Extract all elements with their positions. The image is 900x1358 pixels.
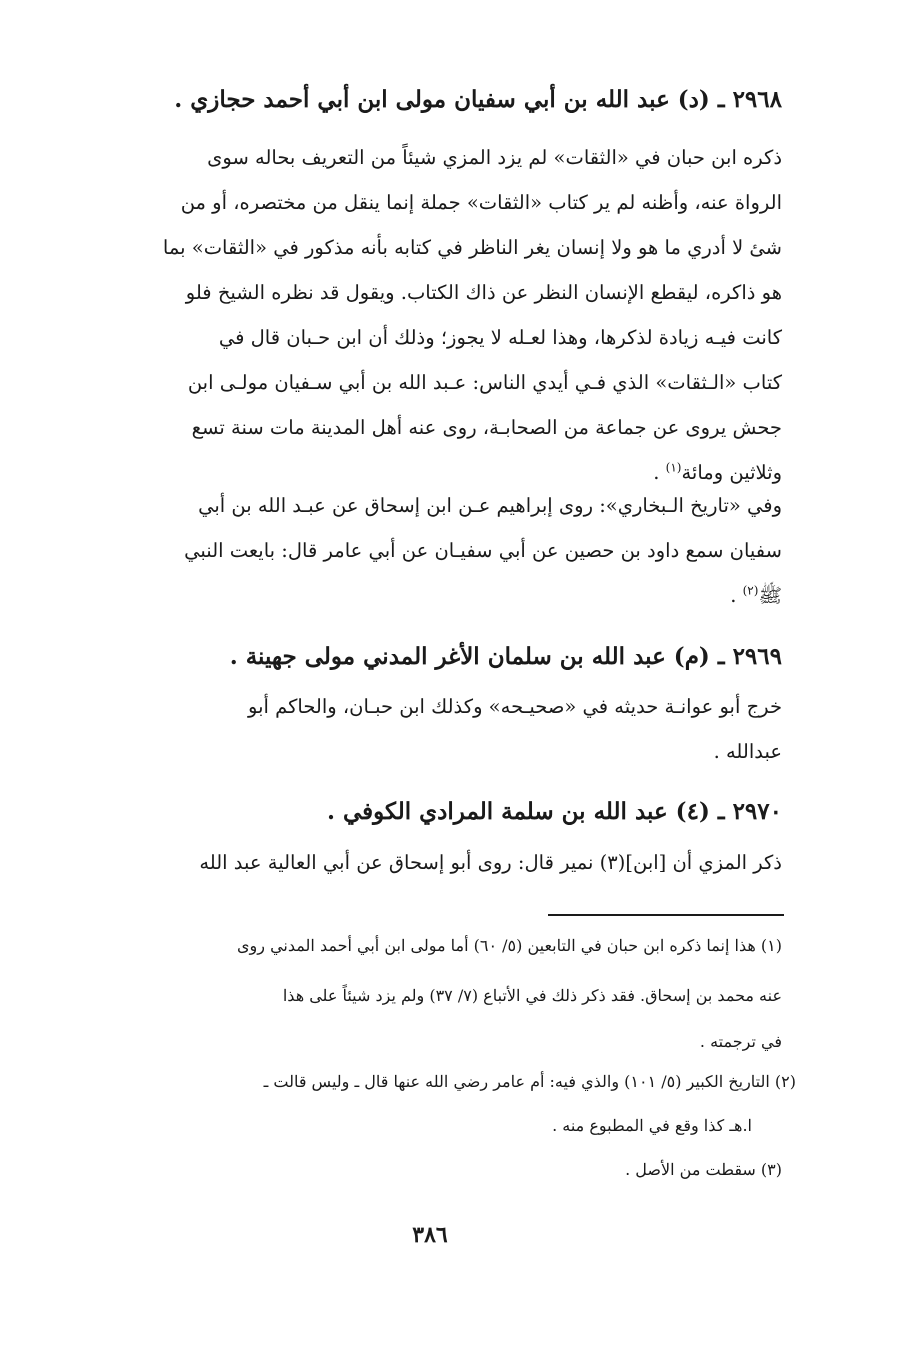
text-line (86, 573, 782, 618)
text-line: عبدالله . (713, 740, 782, 763)
text-line: خرج أبو عوانـة حديثه في «صحيـحه» وكذلك ابن حبـان، والحاكم أبو (248, 695, 782, 718)
text-line: هو ذاكره، ليقطع الإنسان النظر عن ذاك الكتاب. ويقول قد نظره الشيخ فلو (185, 281, 782, 304)
text-line: شئ لا أدري ما هو ولا إنسان يغر الناظر في كتابه بأنه مذكور في «الثقات» بما (162, 236, 782, 259)
entry-heading: ٢٩٦٨ ـ (د) عبد الله بن أبي سفيان مولى ابن أبي أحمد حجازي . (174, 86, 782, 113)
text-line: كتاب «الـثقات» الذي فـي أيدي الناس: عـبد الله بن أبي سـفيان مولـى ابن (187, 371, 782, 394)
text-fragment: وثلاثين ومائة (681, 461, 782, 484)
text-line: الرواة عنه، وأظنه لم ير كتاب «الثقات» جملة إنما ينقل من مختصره، أو من (180, 191, 782, 214)
footnote-line: ا.هـ كذا وقع في المطبوع منه . (552, 1116, 752, 1135)
entry-paragraph (86, 483, 782, 618)
footnote-line: (٣) سقطت من الأصل . (625, 1160, 782, 1179)
entry-paragraph (86, 684, 782, 774)
footnote-line: (١) هذا إنما ذكره ابن حبان في التابعين (٥/ ٦٠) أما مولى ابن أبي أحمد المدني روى (237, 936, 782, 955)
text-line: كانت فيـه زيادة لذكرها، وهذا لعـله لا يجوز؛ وذلك أن ابن حـبان قال في (218, 326, 782, 349)
entry-heading: ٢٩٦٩ ـ (م) عبد الله بن سلمان الأغر المدني مولى جهينة . (229, 643, 782, 670)
text-fragment: . (653, 461, 666, 484)
page-number: ٣٨٦ (412, 1222, 448, 1248)
entry-paragraph (86, 840, 782, 885)
text-line: ذكر المزي أن [ابن](٣) نمير قال: روى أبو إسحاق عن أبي العالية عبد الله (199, 851, 782, 874)
footnote-line: عنه محمد بن إسحاق. فقد ذكر ذلك في الأتباع (٧/ ٣٧) ولم يزد شيئاً على هذا (282, 986, 782, 1005)
footnote-marker: (٢) (742, 583, 759, 598)
text-line: ذكره ابن حبان في «الثقات» لم يزد المزي شيئاً من التعريف بحاله سوى (207, 146, 782, 169)
text-line: وفي «تاريخ الـبخاري»: روى إبراهيم عـن ابن إسحاق عن عبـد الله بن أبي (198, 494, 782, 517)
footnote-marker: (١) (665, 460, 682, 475)
text-line: جحش يروى عن جماعة من الصحابـة، روى عنه أهل المدينة مات سنة تسع (191, 416, 782, 439)
footnote-line: في ترجمته . (699, 1032, 782, 1051)
text-fragment: . (730, 584, 743, 607)
entry-heading: ٢٩٧٠ ـ (٤) عبد الله بن سلمة المرادي الكوفي . (326, 798, 782, 825)
entry-paragraph (86, 135, 782, 495)
text-line: سفيان سمع داود بن حصين عن أبي سفيـان عن أبي عامر قال: بايعت النبي (184, 539, 782, 562)
footnote-line: (٢) التاريخ الكبير (٥/ ١٠١) والذي فيه: أم عامر رضي الله عنها قال ـ وليس قالت ـ (263, 1072, 796, 1091)
footnote-divider (548, 914, 784, 916)
salutation-glyph: ﷺ (758, 584, 782, 607)
